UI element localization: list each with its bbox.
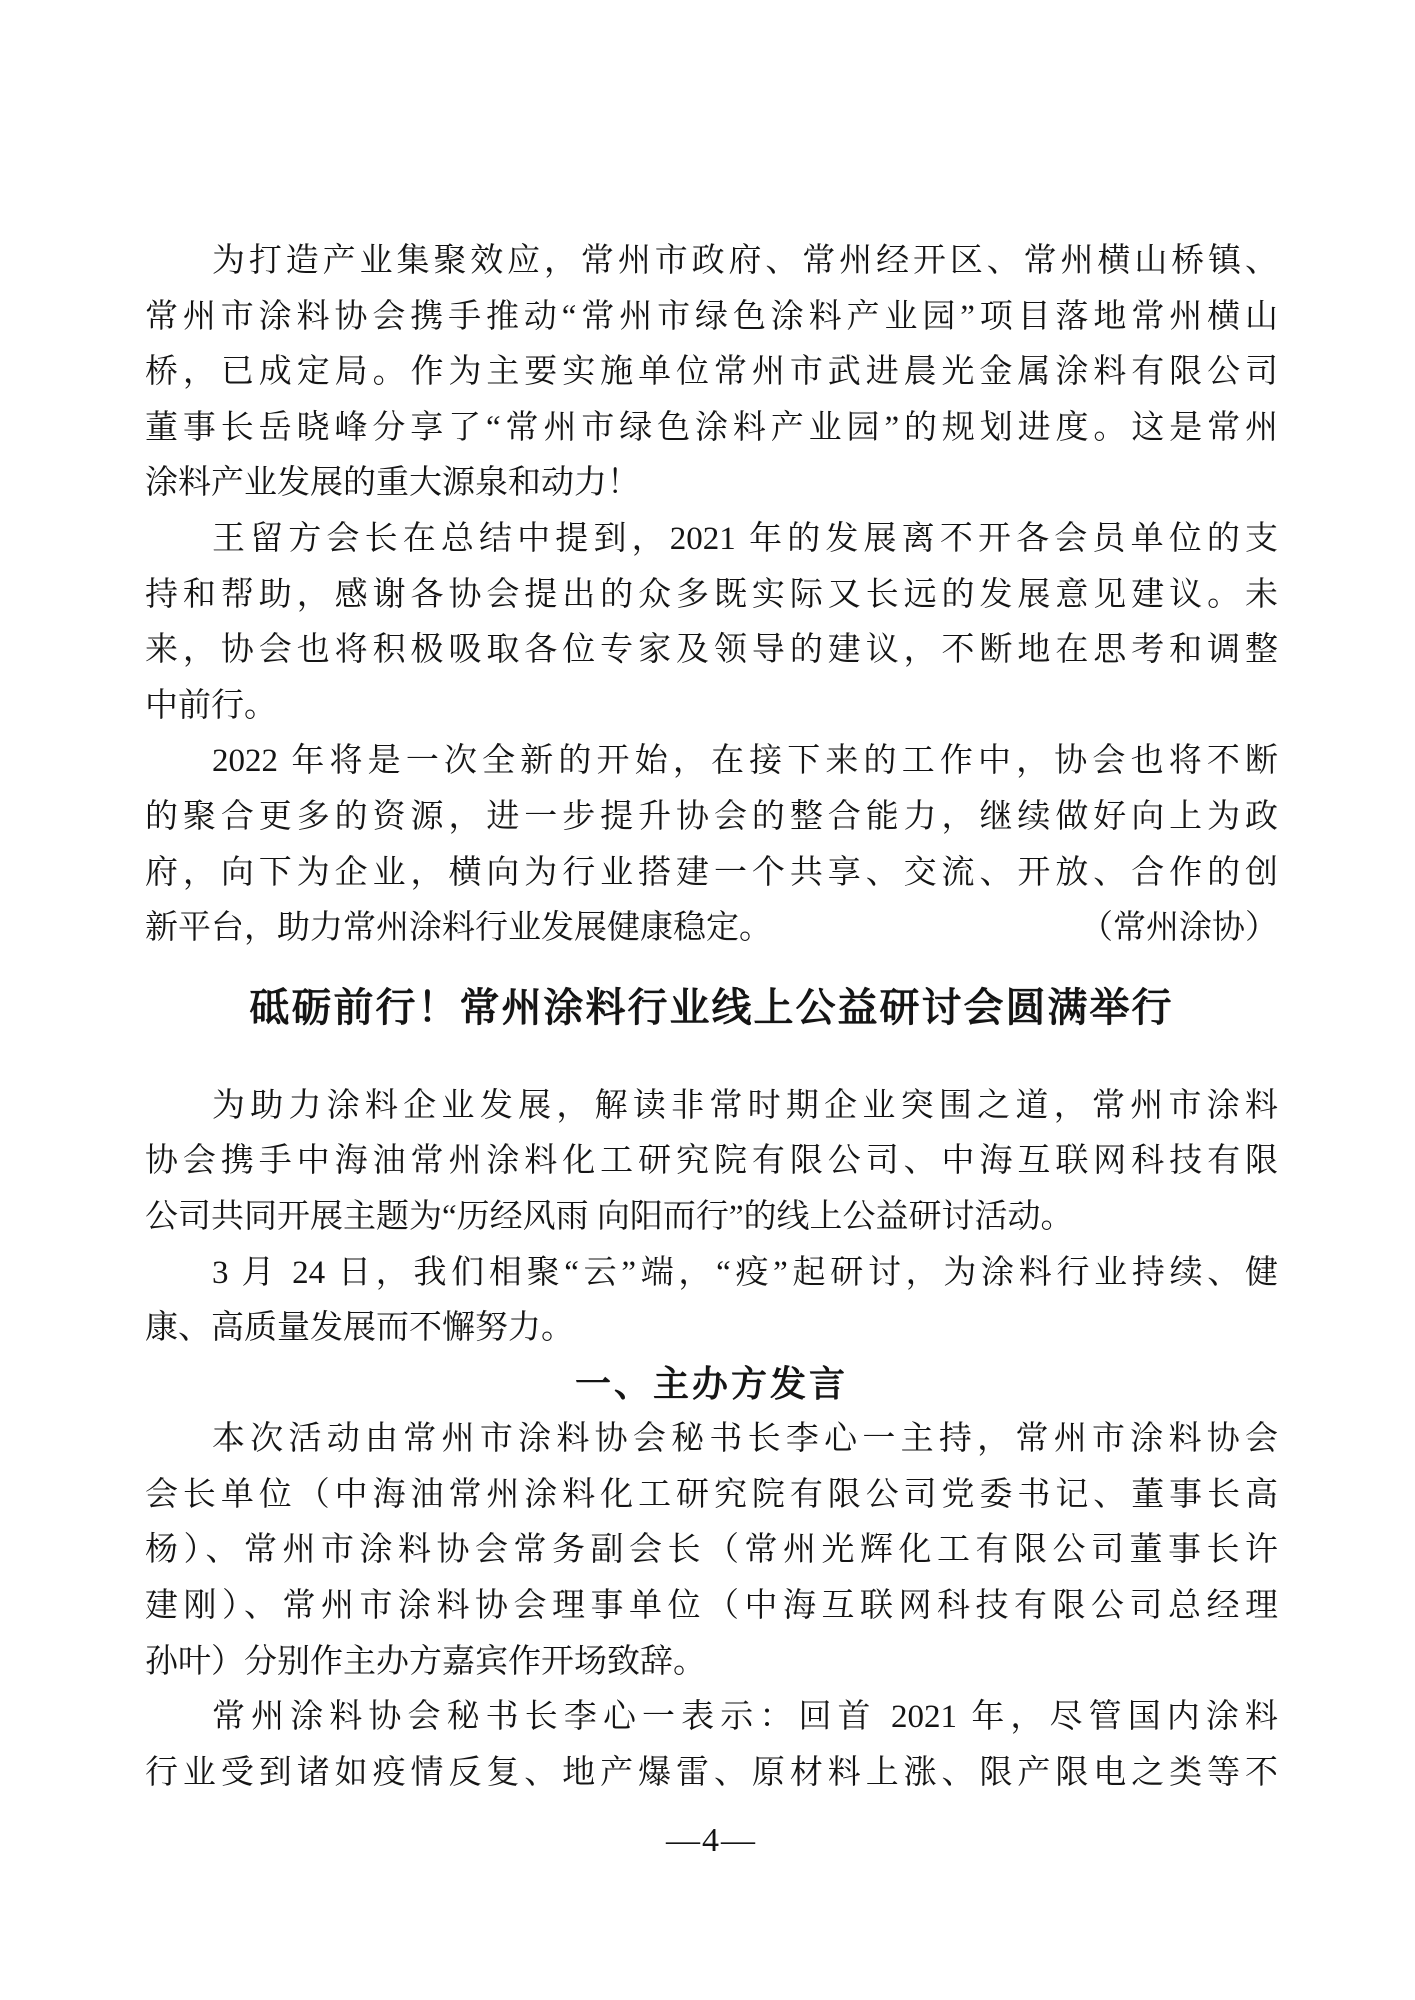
text-line: 公司共同开展主题为“历经风雨 向阳而行”的线上公益研讨活动。 xyxy=(145,1198,1074,1235)
text-line: 董事长岳晓峰分享了“常州市绿色涂料产业园”的规划进度。这是常州 xyxy=(145,409,1278,446)
text-line: 会长单位（中海油常州涂料化工研究院有限公司党委书记、董事长高 xyxy=(145,1476,1278,1513)
text-line: 为打造产业集聚效应，常州市政府、常州经开区、常州横山桥镇、 xyxy=(212,243,1278,279)
text-line: 常州市涂料协会携手推动“常州市绿色涂料产业园”项目落地常州横山 xyxy=(145,298,1278,335)
article-title: 砥砺前行！常州涂料行业线上公益研讨会圆满举行 xyxy=(249,984,1174,1030)
text-line: 府，向下为企业，横向为行业搭建一个共享、交流、开放、合作的创 xyxy=(145,854,1278,891)
paragraph-host-guests xyxy=(145,1412,1278,1690)
attribution-source: （常州涂协） xyxy=(1080,910,1278,947)
paragraph-2022-outlook xyxy=(145,734,1278,956)
document-content xyxy=(145,234,1278,1869)
text-line: 桥，已成定局。作为主要实施单位常州市武进晨光金属涂料有限公司 xyxy=(145,354,1278,391)
paragraph-secretary-remarks xyxy=(145,1690,1278,1801)
text-line: 持和帮助，感谢各协会提出的众多既实际又长远的发展意见建议。未 xyxy=(145,576,1278,613)
text-line: 王留方会长在总结中提到，2021 年的发展离不开各会员单位的支 xyxy=(212,520,1278,557)
text-line: 中前行。 xyxy=(145,687,277,724)
page-number: —4— xyxy=(666,1822,757,1860)
text-line: 的聚合更多的资源，进一步提升协会的整合能力，继续做好向上为政 xyxy=(145,798,1278,835)
text-line: 孙叶）分别作主办方嘉宾作开场致辞。 xyxy=(145,1643,706,1680)
text-line: 常州涂料协会秘书长李心一表示：回首 2021 年，尽管国内涂料 xyxy=(212,1699,1278,1736)
text-line: 杨）、常州市涂料协会常务副会长（常州光辉化工有限公司董事长许 xyxy=(145,1532,1278,1569)
paragraph-industrial-park xyxy=(145,234,1278,512)
text-line: 为助力涂料企业发展，解读非常时期企业突围之道，常州市涂料 xyxy=(212,1087,1278,1124)
text-line: 3 月 24 日，我们相聚“云”端，“疫”起研讨，为涂料行业持续、健 xyxy=(212,1254,1278,1291)
section-title-host-speeches: 一、主办方发言 xyxy=(574,1363,848,1404)
text-line: 本次活动由常州市涂料协会秘书长李心一主持，常州市涂料协会 xyxy=(212,1421,1278,1458)
text-line: 涂料产业发展的重大源泉和动力！ xyxy=(145,465,640,502)
text-line: 行业受到诸如疫情反复、地产爆雷、原材料上涨、限产限电之类等不 xyxy=(145,1754,1278,1791)
text-line: 建刚）、常州市涂料协会理事单位（中海互联网科技有限公司总经理 xyxy=(145,1588,1278,1625)
paragraph-march-24 xyxy=(145,1246,1278,1357)
paragraph-president-summary xyxy=(145,512,1278,734)
text-line: 来，协会也将积极吸取各位专家及领导的建议，不断地在思考和调整 xyxy=(145,632,1278,669)
text-line: 协会携手中海油常州涂料化工研究院有限公司、中海互联网科技有限 xyxy=(145,1143,1278,1180)
text-line: 2022 年将是一次全新的开始，在接下来的工作中，协会也将不断 xyxy=(212,743,1278,780)
paragraph-seminar-intro xyxy=(145,1079,1278,1246)
text-line: 康、高质量发展而不懈努力。 xyxy=(145,1310,574,1347)
closing-sentence: 新平台，助力常州涂料行业发展健康稳定。 xyxy=(145,910,772,947)
text-line xyxy=(145,901,1278,957)
